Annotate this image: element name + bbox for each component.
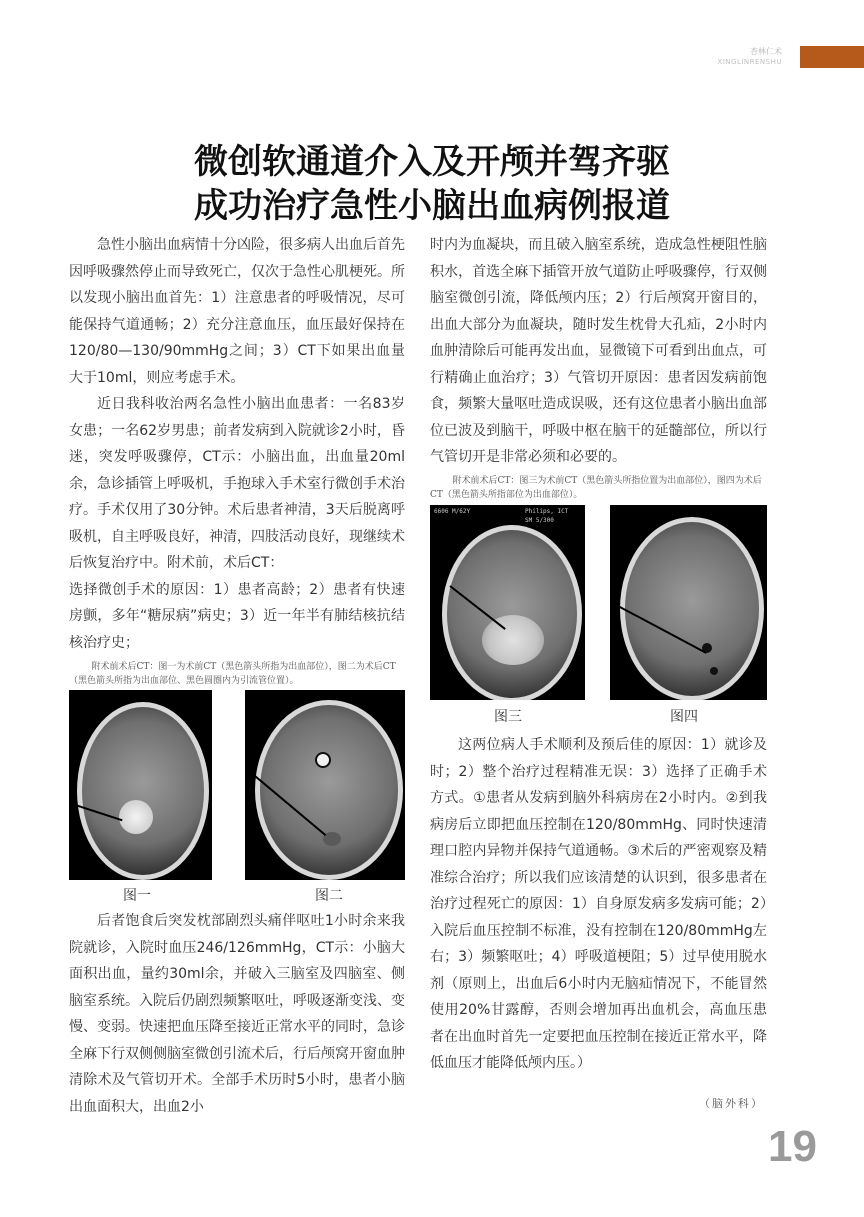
- left-column: [69, 232, 405, 656]
- figure-label-4: 图四: [670, 709, 698, 725]
- brain-scan-image: [442, 525, 582, 700]
- brain-scan-image: [255, 700, 403, 880]
- header-subtitle: XINGLINRENSHU: [717, 58, 782, 66]
- drain-tube-marker: [315, 752, 331, 768]
- ct-scan-figure-1: [69, 690, 212, 880]
- paragraph: 急性小脑出血病情十分凶险，很多病人出血后首先因呼吸骤然停止而导致死亡，仅次于急性心肌梗死。所以发现小脑出血首先：1）注意患者的呼吸情况，尽可能保持气道通畅；2）充分注意血压，血压最好保持在120/80—130/90mmHg之间；3）CT下如果出血量大于10ml，则应考虑手术。: [69, 237, 405, 386]
- figure-caption-right: 附术前术后CT：图三为术前CT（黑色箭头所指位置为出血部位），图四为术后CT（黑色箭头所指部位为出血部位）。: [430, 476, 762, 500]
- page-header: [624, 40, 824, 70]
- brain-scan-image: [77, 702, 209, 880]
- page-number: 19: [768, 1122, 817, 1171]
- left-column-continued: [69, 908, 405, 1120]
- right-column: [430, 232, 767, 471]
- title-line-2: 成功治疗急性小脑出血病例报道: [194, 186, 670, 226]
- ct-scan-figure-4: [610, 505, 767, 700]
- article-title: [110, 140, 754, 228]
- title-line-1: 微创软通道介入及开颅并驾齐驱: [194, 142, 670, 182]
- figure-label-2: 图二: [315, 888, 343, 904]
- scan-brand-tag: Philips, ICT: [525, 508, 569, 515]
- hemorrhage-spot: [482, 615, 544, 665]
- paragraph: 这两位病人手术顺利及预后佳的原因：1）就诊及时；2）整个治疗过程精准无误：3）选择了正确手术方式。①患者从发病到脑外科病房在2小时内。②到我病房后立即把血压控制在120/80mmHg、同时快速清理口腔内异物并保持气道通畅。③术后的严密观察及精准综合治疗；所以我们应该清楚的认识到，很多患者在治疗过程死亡的原因：1）自身原发病多发病可能；2）入院后血压控制不标准，没有控制在120/80mmHg左右；3）频繁呕吐；4）呼吸道梗阻；5）过早使用脱水剂（原则上，出血后6小时内无脑疝情况下，不能冒然使用20%甘露醇，否则会增加再出血机会，高血压患者在出血时首先一定要把血压控制在接近正常水平，降低血压才能降低颅内压。）: [430, 737, 767, 1071]
- hemorrhage-spot: [710, 667, 718, 675]
- paragraph: 时内为血凝块，而且破入脑室系统，造成急性梗阻性脑积水，首选全麻下插管开放气道防止呼吸骤停，行双侧脑室微创引流，降低颅内压；2）行后颅窝开窗目的，出血大部分为血凝块，随时发生枕骨大孔疝，2小时内血肿清除后可能再发出血，显微镜下可看到出血点，可行精确止血治疗；3）气管切开原因：患者因发病前饱食，频繁大量呕吐造成误吸，还有这位患者小脑出血部位已波及到脑干，呼吸中枢在脑干的延髓部位，所以行气管切开是非常必须和必要的。: [430, 237, 767, 465]
- figure-label-1: 图一: [123, 888, 151, 904]
- figure-caption-left: 附术前术后CT：图一为术前CT（黑色箭头所指为出血部位），图二为术后CT（黑色箭头所指为出血部位、黑色圆圈内为引流管位置）。: [69, 662, 396, 686]
- hemorrhage-spot: [119, 800, 153, 834]
- header-brand: 杏林仁术: [750, 47, 782, 56]
- right-column-continued: [430, 732, 767, 1077]
- scan-window-tag: SM 5/300: [525, 517, 554, 524]
- header-accent-tab: [800, 46, 864, 68]
- paragraph: 后者饱食后突发枕部剧烈头痛伴呕吐1小时余来我院就诊，入院时血压246/126mmHg，CT示：小脑大面积出血，量约30ml余，并破入三脑室及四脑室、侧脑室系统。入院后仍剧烈频繁呕吐，呼吸逐渐变浅、变慢、变弱。快速把血压降至接近正常水平的同时，急诊全麻下行双侧侧脑室微创引流术后，行后颅窝开窗血肿清除术及气管切开术。全部手术历时5小时，患者小脑出血面积大，出血2小: [69, 913, 405, 1115]
- ct-scan-figure-2: [245, 690, 405, 880]
- figure-label-3: 图三: [494, 709, 522, 725]
- department-signature: （脑外科）: [699, 1097, 764, 1110]
- ct-scan-figure-3: [430, 505, 585, 700]
- paragraph: 近日我科收治两名急性小脑出血患者：一名83岁女患；一名62岁男患；前者发病到入院就诊2小时，昏迷，突发呼吸骤停，CT示：小脑出血，出血量20ml余，急诊插管上呼吸机，手抱球入手术室行微创手术治疗。手术仅用了30分钟。术后患者神清，3天后脱离呼吸机，自主呼吸良好，神清，四肢活动良好，现继续术后恢复治疗中。附术前，术后CT：: [69, 396, 405, 571]
- scan-id-tag: 6606 M/62Y: [434, 508, 471, 515]
- paragraph: 选择微创手术的原因：1）患者高龄；2）患者有快速房颤，多年“糖尿病”病史；3）近一年半有肺结核抗结核治疗史；: [69, 581, 405, 651]
- brain-scan-image: [620, 517, 764, 700]
